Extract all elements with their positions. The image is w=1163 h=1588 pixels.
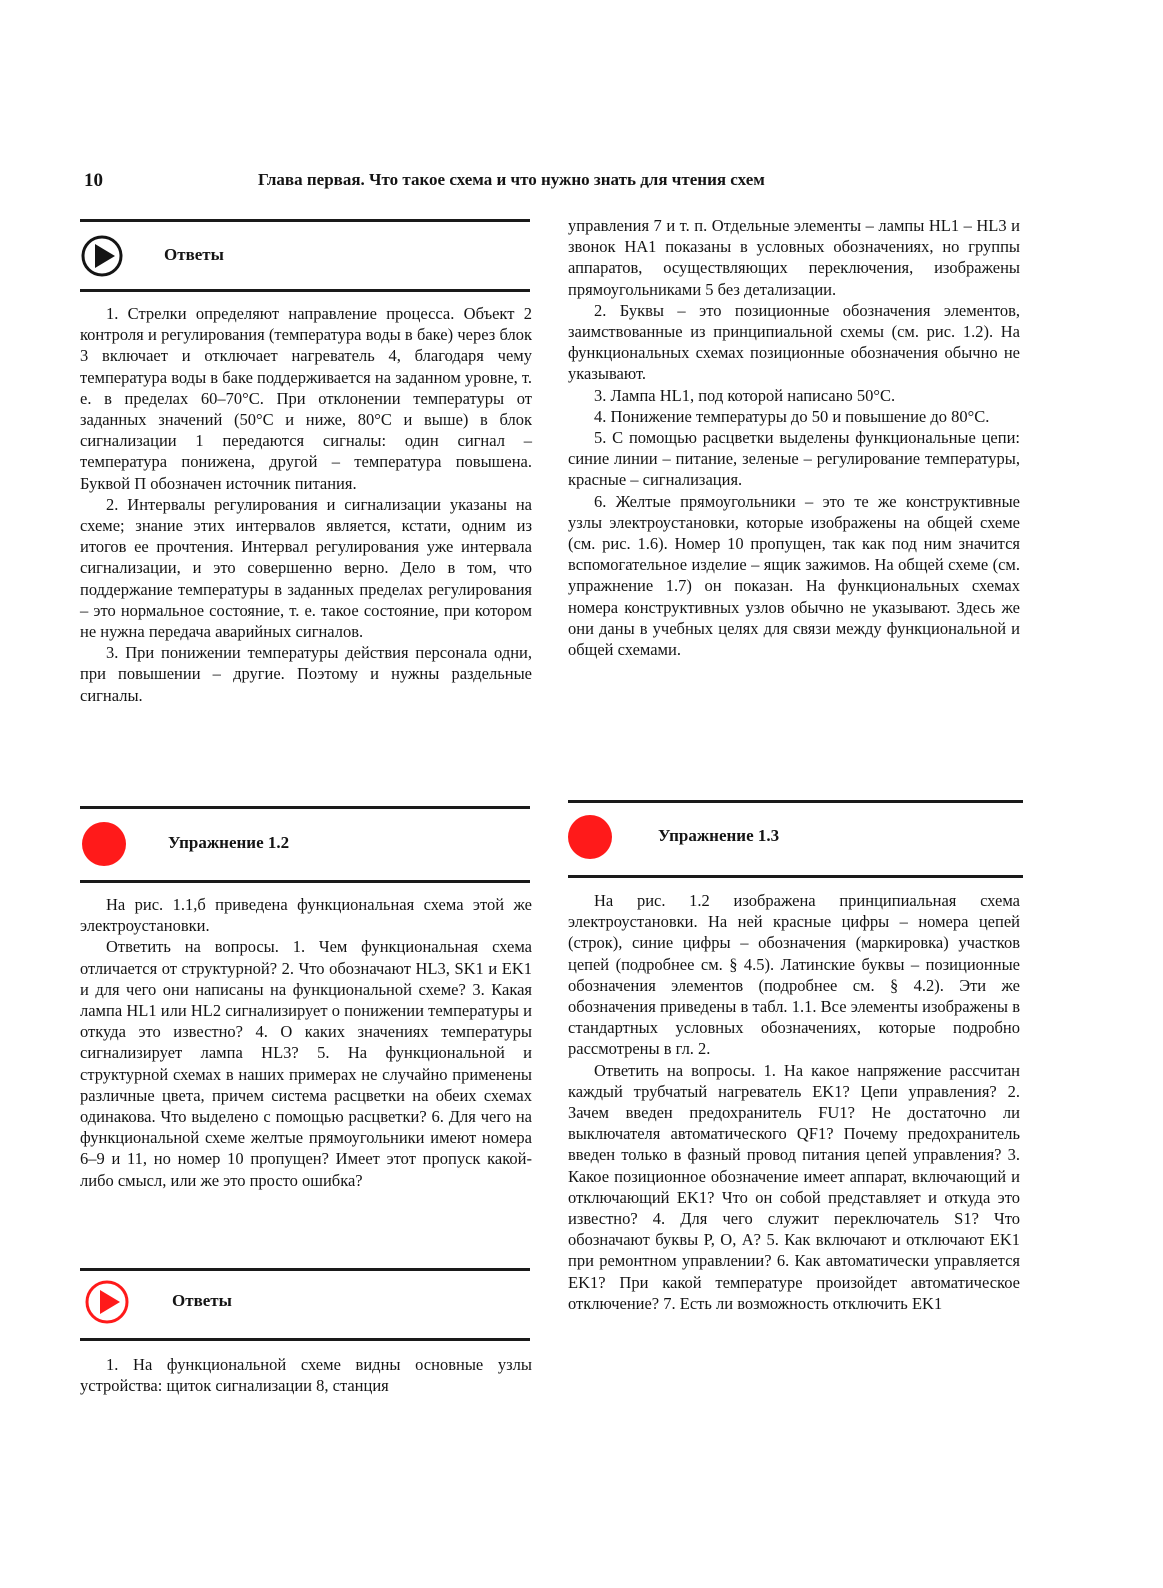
running-head: Глава первая. Что такое схема и что нужно знать для чтения схем <box>258 170 765 189</box>
answer-paragraph: 4. Понижение температуры до 50 и повышение до 80°С. <box>594 406 990 426</box>
play-icon <box>80 234 124 278</box>
answers-2-text <box>80 1354 532 1396</box>
rule-exercise-1-3-top <box>568 800 1023 803</box>
answer-paragraph: 3. Лампа HL1, под которой написано 50°С. <box>594 385 896 405</box>
answer-paragraph: 5. С помощью расцветки выделены функциональные цепи: синие линии – питание, зеленые – регулирование температуры, красные – сигнализация. <box>568 428 1020 490</box>
rule-top-left <box>80 219 530 222</box>
answer-paragraph: 2. Буквы – это позиционные обозначения элементов, заимствованные из принципиальной схемы (см. рис. 1.2). На функциональных схемах позиционные обозначения обычно не указывают. <box>568 300 1020 384</box>
exercise-paragraph: Ответить на вопросы. 1. Чем функциональная схема отличается от структурной? 2. Что обозначают HL3, SK1 и EK1 и для чего они написаны на функциональной схеме? 3. Какая лампа HL1 или HL2 сигнализирует о понижении температуры и откуда это известно? 4. О каких значениях температуры сигнализирует лампа HL3? 5. На функциональной и структурной схемах в наших примерах не случайно применены различные цвета, причем система расцветки на обеих схемах одинакова. Что выделено с помощью расцветки? 6. Для чего на функциональной схеме желтые прямоугольники имеют номера 6–9 и 11, но номер 10 пропущен? Имеет этот пропуск какой-либо смысл, или же это просто ошибка? <box>80 937 532 1190</box>
exercise-1-2-text <box>80 894 532 1191</box>
rule-exercise-1-3-bottom <box>568 875 1023 878</box>
exercise-paragraph: Ответить на вопросы. 1. На какое напряжение рассчитан каждый трубчатый нагреватель EK1? Цепи управления? 2. Зачем введен предохранитель FU1? Не достаточно ли выключателя автоматического QF1? Почему предохранитель введен только в фазный провод питания цепей управления? 3. Какое позиционное обозначение имеет аппарат, включающий и отключающий EK1? Что он собой представляет и откуда это известно? 4. Для чего служит переключатель S1? Что обозначают буквы Р, О, А? 5. Как включают и отключают EK1 при ремонтном управлении? 6. Как автоматически управляется EK1? При какой температуре произойдет автоматическое отключение? 7. Есть ли возможность отключить EK1 <box>568 1060 1020 1313</box>
answer-paragraph: 3. При понижении температуры действия персонала одни, при повышении – другие. Поэтому и нужны раздельные сигналы. <box>80 643 532 705</box>
page-number: 10 <box>84 170 103 191</box>
rule-answers-2-top <box>80 1268 530 1271</box>
answer-paragraph: 6. Желтые прямоугольники – это те же конструктивные узлы электроустановки, которые изображены на общей схеме (см. рис. 1.6). Номер 10 пропущен, так как под ним значится вспомогательное изделие – ящик зажимов. На общей схеме (см. упражнение 1.7) он показан. На функциональных схемах номера конструктивных узлов обычно не указывают. Здесь же они даны в учебных целях для связи между функциональной и общей схемами. <box>568 491 1020 660</box>
exercise-1-2-title: Упражнение 1.2 <box>168 833 290 852</box>
rule-answers-left <box>80 289 530 292</box>
answer-paragraph: управления 7 и т. п. Отдельные элементы – лампы HL1 – HL3 и звонок HA1 показаны в условных обозначениях, но группы аппаратов, осуществляющих переключения, изображены прямоугольниками 5 без детализации. <box>568 216 1020 299</box>
answers-2-title: Ответы <box>172 1291 232 1310</box>
exercise-paragraph: На рис. 1.1,б приведена функциональная схема этой же электроустановки. <box>80 895 532 936</box>
exercise-1-3-text <box>568 890 1020 1314</box>
red-play-icon <box>84 1279 130 1325</box>
rule-exercise-1-2-bottom <box>80 880 530 883</box>
answer-paragraph: 1. На функциональной схеме видны основные узлы устройства: щиток сигнализации 8, станция <box>80 1355 532 1396</box>
answers-title: Ответы <box>164 245 224 264</box>
answers-text <box>80 303 532 706</box>
rule-exercise-1-2-top <box>80 806 530 809</box>
exercise-paragraph: На рис. 1.2 изображена принципиальная схема электроустановки. На ней красные цифры – номера цепей (строк), синие цифры – обозначения (маркировка) участков цепей (подробнее см. § 4.5). Латинские буквы – позиционные обозначения элементов (подробнее см. § 4.2). Эти же обозначения приведены в табл. 1.1. Все элементы изображены в стандартных условных обозначениях, которые подробно рассмотрены в гл. 2. <box>568 891 1020 1059</box>
answers-continued <box>568 215 1020 660</box>
answer-paragraph: 1. Стрелки определяют направление процесса. Объект 2 контроля и регулирования (температура воды в баке) через блок 3 включает и отключает нагреватель 4, благодаря чему температура воды в баке поддерживается на заданном уровне, т. е. в пределах 60–70°С. При отклонении температуры от заданных значений (50°С и ниже, 80°С и выше) в блок сигнализации 1 передаются сигналы: один сигнал – температура понижена, другой – температура повышена. Буквой П обозначен источник питания. <box>80 304 532 493</box>
rule-answers-2-bottom <box>80 1338 530 1341</box>
red-circle-icon <box>566 813 614 861</box>
red-circle-icon <box>80 820 128 868</box>
answer-paragraph: 2. Интервалы регулирования и сигнализации указаны на схеме; знание этих интервалов является, кстати, одним из итогов ее прочтения. Интервал регулирования уже интервала сигнализации, и это совершенно верно. Дело в том, что поддержание температуры в заданных пределах регулирования – это нормальное состояние, т. е. такое состояние, при котором не нужна передача аварийных сигналов. <box>80 494 532 642</box>
exercise-1-3-title: Упражнение 1.3 <box>658 826 780 845</box>
